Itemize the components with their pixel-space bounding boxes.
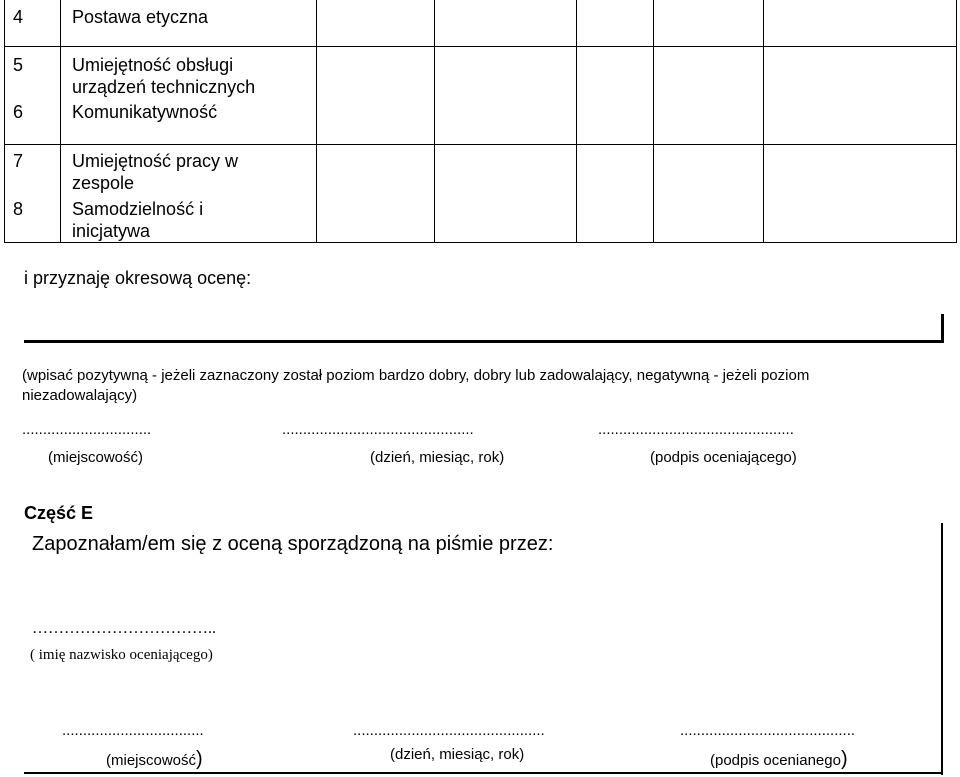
place-label: (miejscowość) — [48, 449, 144, 466]
place-label-text: (miejscowość — [106, 752, 197, 769]
assessment-heading: i przyznaję okresową ocenę: — [24, 268, 252, 288]
evaluator-name-dots[interactable]: …………………………….. — [32, 620, 216, 637]
table-border-right — [956, 0, 957, 243]
signature-label — [710, 749, 848, 771]
date-dots[interactable]: .............................................. — [353, 722, 545, 739]
criterion-label: Samodzielność i inicjatywa — [72, 199, 204, 241]
row-number: 7 — [13, 151, 24, 171]
date-dots[interactable]: .............................................. — [282, 421, 474, 438]
row-number: 6 — [13, 102, 24, 122]
date-label: (dzień, miesiąc, rok) — [390, 746, 525, 763]
place-dots[interactable]: .................................. — [62, 722, 204, 739]
table-row-divider — [4, 46, 957, 47]
signature-label-text: (podpis ocenianego — [710, 752, 841, 769]
signature-dots[interactable]: .......................................... — [680, 722, 856, 739]
table-divider — [653, 0, 654, 243]
row-number: 4 — [13, 7, 24, 27]
table-border-left — [4, 0, 5, 243]
place-dots[interactable]: ............................... — [22, 421, 152, 438]
signature-label-paren: ) — [840, 748, 848, 770]
place-label-paren: ) — [196, 748, 203, 770]
evaluator-name-label: ( imię nazwisko oceniającego) — [30, 647, 213, 663]
part-e-title: Część E — [24, 503, 94, 523]
table-divider — [60, 0, 61, 243]
frame-line — [24, 772, 943, 774]
table-divider — [576, 0, 577, 243]
assessment-instruction: (wpisać pozytywną - jeżeli zaznaczony został poziom bardzo dobry, dobry lub zadowalający, negatywną - jeżeli poziom niezadowalający) — [22, 367, 810, 404]
table-divider — [316, 0, 317, 243]
grade-entry-field[interactable] — [24, 340, 944, 343]
criterion-label: Postawa etyczna — [72, 7, 209, 27]
signature-dots[interactable]: ............................................... — [598, 421, 794, 438]
row-number: 8 — [13, 199, 24, 219]
frame-line — [941, 523, 943, 775]
grade-entry-field-end — [941, 314, 944, 343]
row-number: 5 — [13, 55, 24, 75]
table-divider — [763, 0, 764, 243]
table-divider — [434, 0, 435, 243]
table-border-bottom — [4, 242, 957, 243]
criterion-label: Umiejętność obsługi urządzeń technicznych — [72, 55, 256, 97]
table-row-divider — [4, 144, 957, 145]
part-e-statement: Zapoznałam/em się z oceną sporządzoną na piśmie przez: — [32, 533, 554, 555]
date-label: (dzień, miesiąc, rok) — [370, 449, 505, 466]
place-label — [106, 749, 203, 771]
criterion-label: Umiejętność pracy w zespole — [72, 151, 239, 193]
criterion-label: Komunikatywność — [72, 102, 218, 122]
signature-label: (podpis oceniającego) — [650, 449, 797, 466]
